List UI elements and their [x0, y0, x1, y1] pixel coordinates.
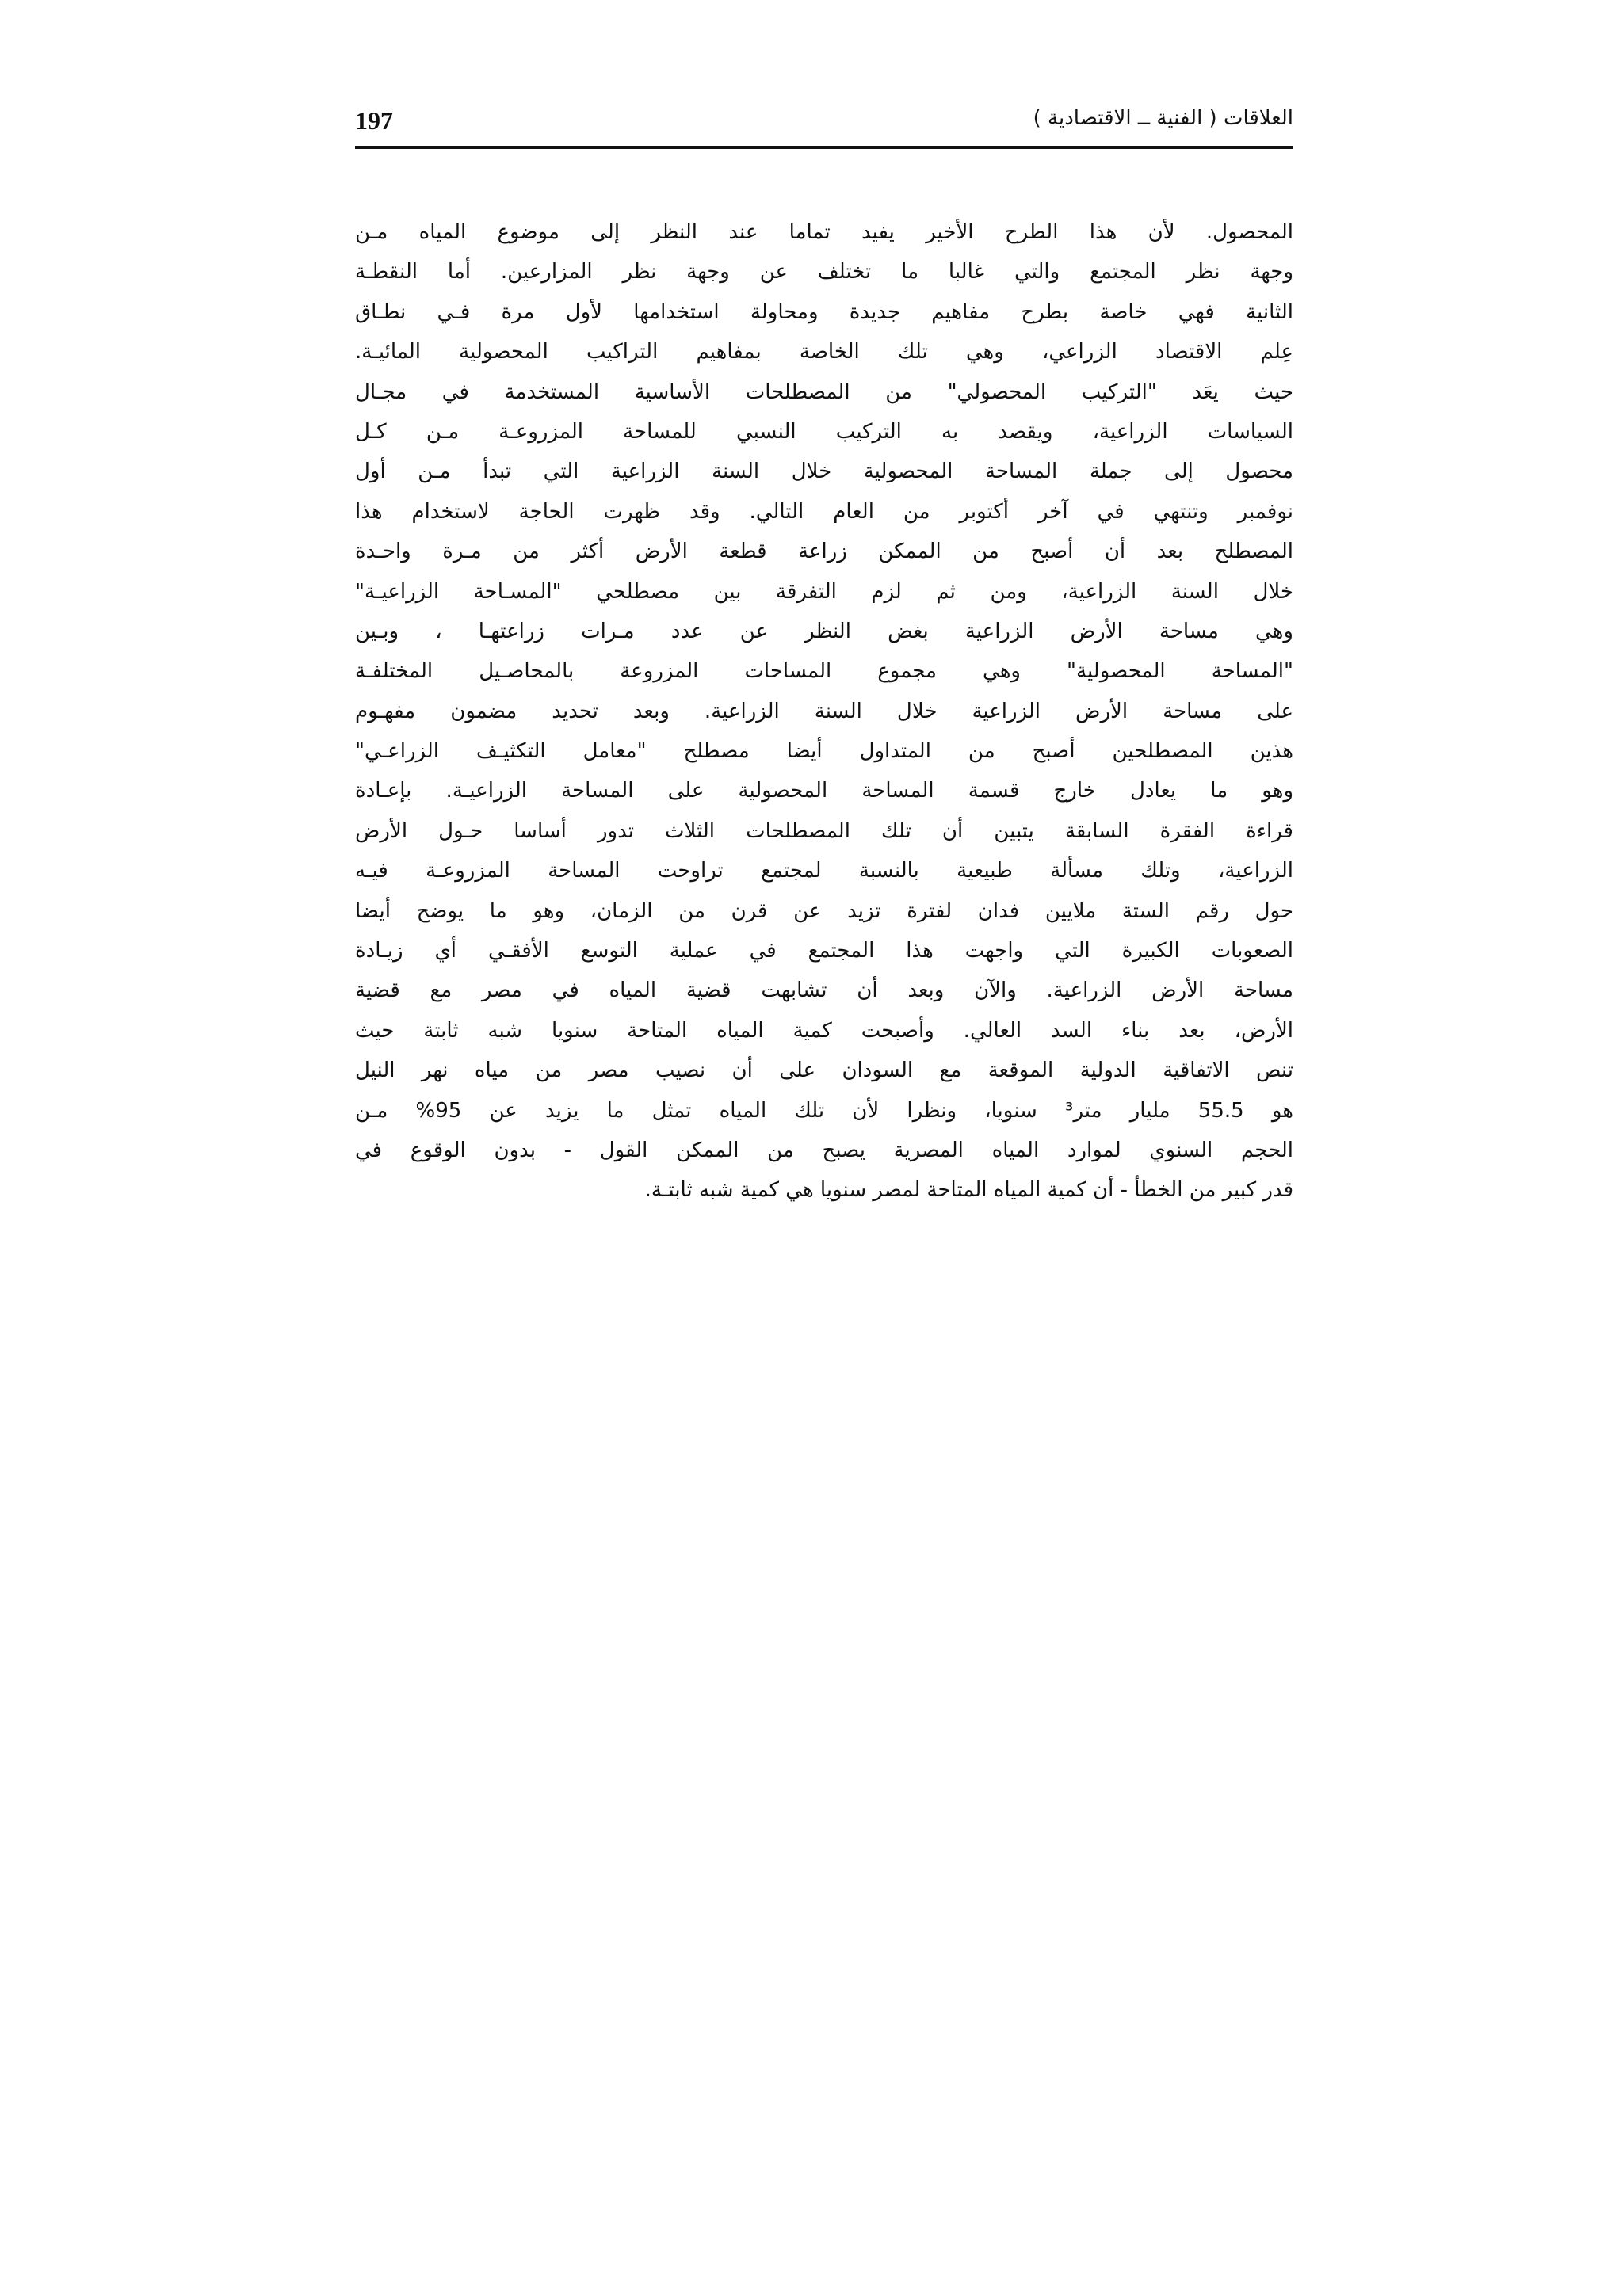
- text-line: على مساحة الأرض الزراعية خلال السنة الزراعية. وبعد تحديد مضمون مفهـوم: [355, 699, 1293, 723]
- text-line: "المساحة المحصولية" وهي مجموع المساحات المزروعة بالمحاصـيل المختلفـة: [355, 659, 1293, 684]
- text-line: خلال السنة الزراعية، ومن ثم لزم التفرقة بين مصطلحي "المسـاحة الزراعيـة": [355, 579, 1293, 604]
- text-line: المصطلح بعد أن أصبح من الممكن زراعة قطعة الأرض أكثر من مـرة واحـدة: [355, 540, 1293, 564]
- text-line: نوفمبر وتنتهي في آخر أكتوبر من العام التالي. وقد ظهرت الحاجة لاستخدام هذا: [355, 499, 1293, 524]
- text-line: هذين المصطلحين أصبح من المتداول أيضا مصطلح "معامل التكثيـف الزراعـي": [355, 739, 1293, 764]
- text-line: الزراعية، وتلك مسألة طبيعية بالنسبة لمجتمع تراوحت المساحة المزروعـة فيـه: [355, 859, 1293, 883]
- text-line: مساحة الأرض الزراعية. والآن وبعد أن تشابهت قضية المياه في مصر مع قضية: [355, 978, 1293, 1003]
- text-line: هو 55.5 مليار متر³ سنويا، ونظرا لأن تلك المياه تمثل ما يزيد عن 95% مـن: [355, 1098, 1293, 1123]
- text-line: وهو ما يعادل خارج قسمة المساحة المحصولية على المساحة الزراعيـة. بإعـادة: [355, 779, 1293, 803]
- text-line: حيث يعَد "التركيب المحصولي" من المصطلحات الأساسية المستخدمة في مجـال: [355, 379, 1293, 404]
- text-line: الصعوبات الكبيرة التي واجهت هذا المجتمع في عملية التوسع الأفقـي أي زيـادة: [355, 939, 1293, 963]
- text-line: وهي مساحة الأرض الزراعية بغض النظر عن عدد مـرات زراعتهـا ، وبـين: [355, 619, 1293, 643]
- text-line: عِلم الاقتصاد الزراعي، وهي تلك الخاصة بمفاهيم التراكيب المحصولية المائيـة.: [355, 340, 1293, 364]
- text-line: محصول إلى جملة المساحة المحصولية خلال السنة الزراعية التي تبدأ مـن أول: [355, 460, 1293, 484]
- text-line: الأرض، بعد بناء السد العالي. وأصبحت كمية المياه المتاحة سنويا شبه ثابتة حيث: [355, 1018, 1293, 1043]
- text-line: تنص الاتفاقية الدولية الموقعة مع السودان على أن نصيب مصر من مياه نهر النيل: [355, 1058, 1293, 1083]
- page-number: 197: [355, 106, 393, 135]
- header-divider: [355, 146, 1293, 149]
- text-line: السياسات الزراعية، ويقصد به التركيب النسبي للمساحة المزروعـة مـن كـل: [355, 419, 1293, 444]
- body-paragraph: [355, 212, 1293, 1211]
- text-line: الحجم السنوي لموارد المياه المصرية يصبح من الممكن القول - بدون الوقوع في: [355, 1138, 1293, 1162]
- text-line: قدر كبير من الخطأ - أن كمية المياه المتاحة لمصر سنويا هي كمية شبه ثابتـة.: [644, 1178, 1293, 1203]
- text-line: المحصول. لأن هذا الطرح الأخير يفيد تماما عند النظر إلى موضوع المياه مـن: [355, 220, 1293, 244]
- text-line: الثانية فهي خاصة بطرح مفاهيم جديدة ومحاولة استخدامها لأول مرة فـي نطـاق: [355, 299, 1293, 324]
- text-line: حول رقم الستة ملايين فدان لفترة تزيد عن قرن من الزمان، وهو ما يوضح أيضا: [355, 898, 1293, 923]
- running-head: العلاقات ( الفنية ــ الاقتصادية ): [1033, 106, 1293, 130]
- text-line: قراءة الفقرة السابقة يتبين أن تلك المصطلحات الثلاث تدور أساسا حـول الأرض: [355, 818, 1293, 843]
- text-line: وجهة نظر المجتمع والتي غالبا ما تختلف عن وجهة نظر المزارعين. أما النقطـة: [355, 260, 1293, 284]
- page-header: [355, 101, 1293, 146]
